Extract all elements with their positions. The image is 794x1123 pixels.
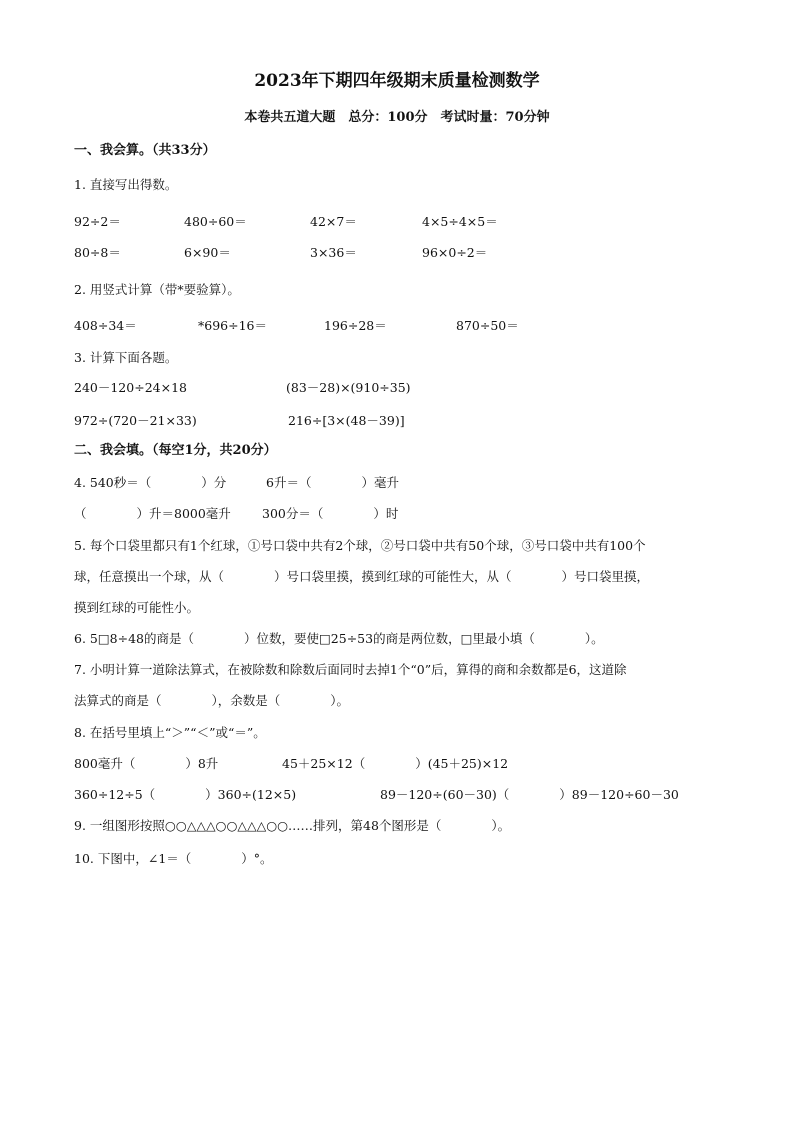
q1-item: 6×90＝ <box>184 245 231 260</box>
q8-item: 360÷12÷5（ ）360÷(12×5) <box>74 787 297 802</box>
q4-item: 4. 540秒＝（ ）分 <box>74 475 227 490</box>
question-8-label: 8. 在括号里填上“＞”“＜”或“＝”。 <box>74 725 266 740</box>
question-5-line: 5. 每个口袋里都只有1个红球，①号口袋中共有2个球，②号口袋中共有50个球，③号口袋中共有100个 <box>74 538 646 553</box>
question-9: 9. 一组图形按照○○△△△○○△△△○○……排列，第48个图形是（ ）。 <box>74 818 511 833</box>
q3-item: 972÷(720－21×33) <box>74 413 197 428</box>
question-7-line: 7. 小明计算一道除法算式，在被除数和除数后面同时去掉1个“0”后，算得的商和余数都是6，这道除 <box>74 662 627 677</box>
q4-item: 6升＝（ ）毫升 <box>266 475 399 490</box>
q1-item: 480÷60＝ <box>184 214 247 229</box>
q4-item: （ ）升＝8000毫升 <box>74 506 231 521</box>
question-5-line: 摸到红球的可能性小。 <box>74 600 200 615</box>
q1-item: 92÷2＝ <box>74 214 121 229</box>
question-5-line: 球，任意摸出一个球，从（ ）号口袋里摸，摸到红球的可能性大，从（ ）号口袋里摸， <box>74 569 650 584</box>
q8-item: 89－120÷(60－30)（ ）89－120÷60－30 <box>380 787 679 802</box>
q2-item: 196÷28＝ <box>324 318 387 333</box>
q3-item: 216÷[3×(48－39)] <box>288 413 405 428</box>
q2-item: 408÷34＝ <box>74 318 137 333</box>
q2-item: *696÷16＝ <box>198 318 267 333</box>
q8-item: 800毫升（ ）8升 <box>74 756 219 771</box>
question-7-line: 法算式的商是（ ），余数是（ ）。 <box>74 693 350 708</box>
q8-item: 45＋25×12（ ）(45＋25)×12 <box>282 756 509 771</box>
q1-item: 4×5÷4×5＝ <box>422 214 498 229</box>
q1-item: 3×36＝ <box>310 245 357 260</box>
section-1-heading: 一、我会算。（共33分） <box>74 143 216 158</box>
page-title: 2023年下期四年级期末质量检测数学 <box>254 71 540 91</box>
q1-item: 80÷8＝ <box>74 245 121 260</box>
question-6: 6. 5□8÷48的商是（ ）位数，要使□25÷53的商是两位数，□里最小填（ ）。 <box>74 631 604 646</box>
q4-item: 300分＝（ ）时 <box>262 506 399 521</box>
question-10: 10. 下图中，∠1＝（ ）°。 <box>74 851 273 866</box>
section-2-heading: 二、我会填。（每空1分，共20分） <box>74 443 277 458</box>
question-1-label: 1. 直接写出得数。 <box>74 177 178 192</box>
q3-item: (83－28)×(910÷35) <box>286 380 411 395</box>
question-3-label: 3. 计算下面各题。 <box>74 350 178 365</box>
q1-item: 96×0÷2＝ <box>422 245 488 260</box>
q2-item: 870÷50＝ <box>456 318 519 333</box>
q3-item: 240－120÷24×18 <box>74 380 187 395</box>
exam-info: 本卷共五道大题 总分：100分 考试时量：70分钟 <box>244 110 550 125</box>
question-2-label: 2. 用竖式计算（带*要验算）。 <box>74 282 240 297</box>
q1-item: 42×7＝ <box>310 214 357 229</box>
